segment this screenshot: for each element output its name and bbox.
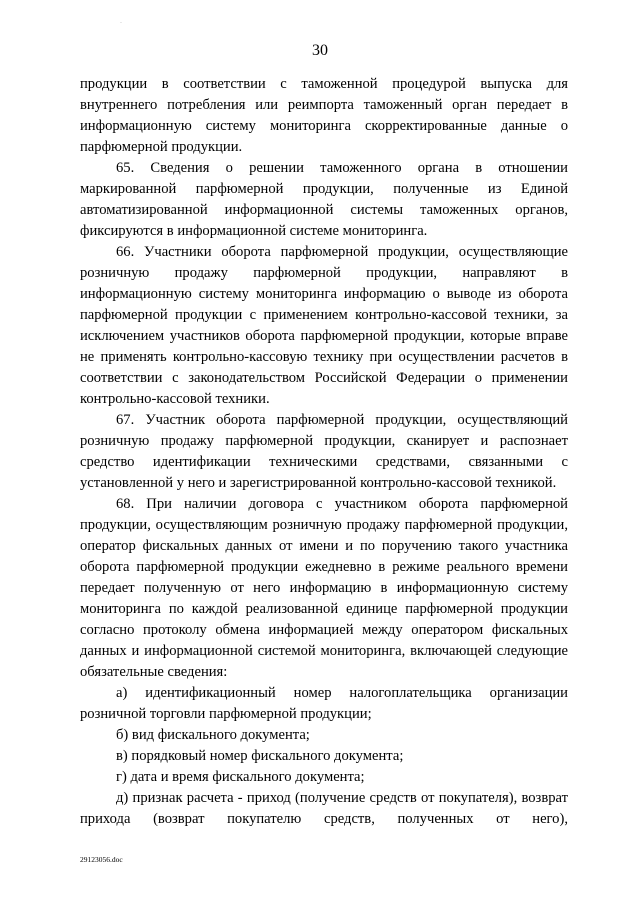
paragraph-66: 66. Участники оборота парфюмерной продукции, осуществляющие розничную продажу парфюмерной продукции, направляют в информационную систему мониторинга информацию о выводе из оборота парфюмерной продукции с применением контрольно-кассовой техники, за исключением участников оборота парфюмерной продукции, которые вправе не применять контрольно-кассовую технику при осуществлении расчетов в соответствии с законодательством Российской Федерации о применении контрольно-кассовой техники. <box>80 244 568 407</box>
page-number: 30 <box>312 42 328 59</box>
list-item-v: в) порядковый номер фискального документа; <box>116 748 404 764</box>
list-item-b: б) вид фискального документа; <box>116 727 310 743</box>
list-item-a: а) идентификационный номер налогоплательщика организации розничной торговли парфюмерной продукции; <box>80 685 568 722</box>
paragraph-67: 67. Участник оборота парфюмерной продукции, осуществляющий розничную продажу парфюмерной продукции, сканирует и распознает средство идентификации техническими средствами, связанными с установленной у него и зарегистрированной контрольно-кассовой техникой. <box>80 412 568 491</box>
scan-mark: · <box>120 20 122 26</box>
list-item-g: г) дата и время фискального документа; <box>116 769 365 785</box>
paragraph-65: 65. Сведения о решении таможенного органа в отношении маркированной парфюмерной продукции, полученные из Единой автоматизированной информационной системы таможенных органов, фиксируются в информационной системе мониторинга. <box>80 160 568 239</box>
list-item-d: д) признак расчета - приход (получение средств от покупателя), возврат прихода (возврат покупателю средств, полученных от него), <box>80 790 568 827</box>
document-body <box>80 74 568 830</box>
paragraph-68: 68. При наличии договора с участником оборота парфюмерной продукции, осуществляющим розничную продажу парфюмерной продукции, оператор фискальных данных от имени и по поручению такого участника оборота парфюмерной продукции ежедневно в режиме реального времени передает полученную от него информацию в информационную систему мониторинга по каждой реализованной единице парфюмерной продукции согласно протоколу обмена информацией между оператором фискальных данных и информационной системой мониторинга, включающей следующие обязательные сведения: <box>80 496 568 680</box>
file-name-footer: 29123056.doc <box>80 855 123 864</box>
paragraph-continuation: продукции в соответствии с таможенной процедурой выпуска для внутреннего потребления или реимпорта таможенный орган передает в информационную систему мониторинга скорректированные данные о парфюмерной продукции. <box>80 76 568 155</box>
